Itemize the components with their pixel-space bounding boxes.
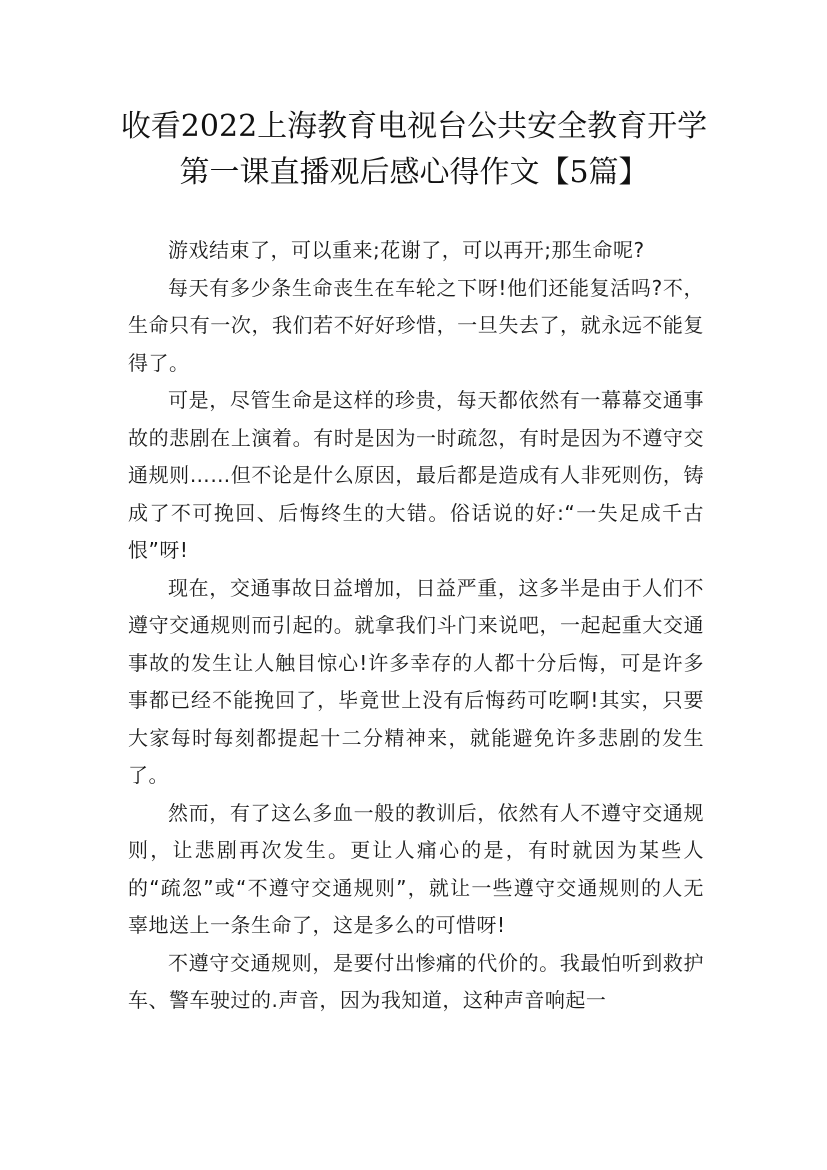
paragraph: 现在，交通事故日益增加，日益严重，这多半是由于人们不遵守交通规则而引起的。就拿我们斗门来说吧，一起起重大交通事故的发生让人触目惊心!许多幸存的人都十分后悔，可是许多事都已经不能挽回了，毕竟世上没有后悔药可吃啊!其实，只要大家每时每刻都提起十二分精神来，就能避免许多悲剧的发生了。 <box>128 575 704 787</box>
paragraph: 可是，尽管生命是这样的珍贵，每天都依然有一幕幕交通事故的悲剧在上演着。有时是因为一时疏忽，有时是因为不遵守交通规则……但不论是什么原因，最后都是造成有人非死则伤，铸成了不可挽回、后悔终生的大错。俗话说的好:“一失足成千古恨”呀! <box>128 388 704 562</box>
document-body <box>128 232 704 1020</box>
document-title: 收看2022上海教育电视台公共安全教育开学第一课直播观后感心得作文【5篇】 <box>120 109 708 190</box>
paragraph: 不遵守交通规则，是要付出惨痛的代价的。我最怕听到救护车、警车驶过的.声音，因为我知道，这种声音响起一 <box>128 950 704 1012</box>
paragraph: 游戏结束了，可以重来;花谢了，可以再开;那生命呢? <box>168 238 645 262</box>
paragraph: 然而，有了这么多血一般的教训后，依然有人不遵守交通规则，让悲剧再次发生。更让人痛心的是，有时就因为某些人的“疏忽”或“不遵守交通规则”，就让一些遵守交通规则的人无辜地送上一条生命了，这是多么的可惜呀! <box>128 800 704 937</box>
paragraph: 每天有多少条生命丧生在车轮之下呀!他们还能复活吗?不，生命只有一次，我们若不好好珍惜，一旦失去了，就永远不能复得了。 <box>128 275 704 375</box>
